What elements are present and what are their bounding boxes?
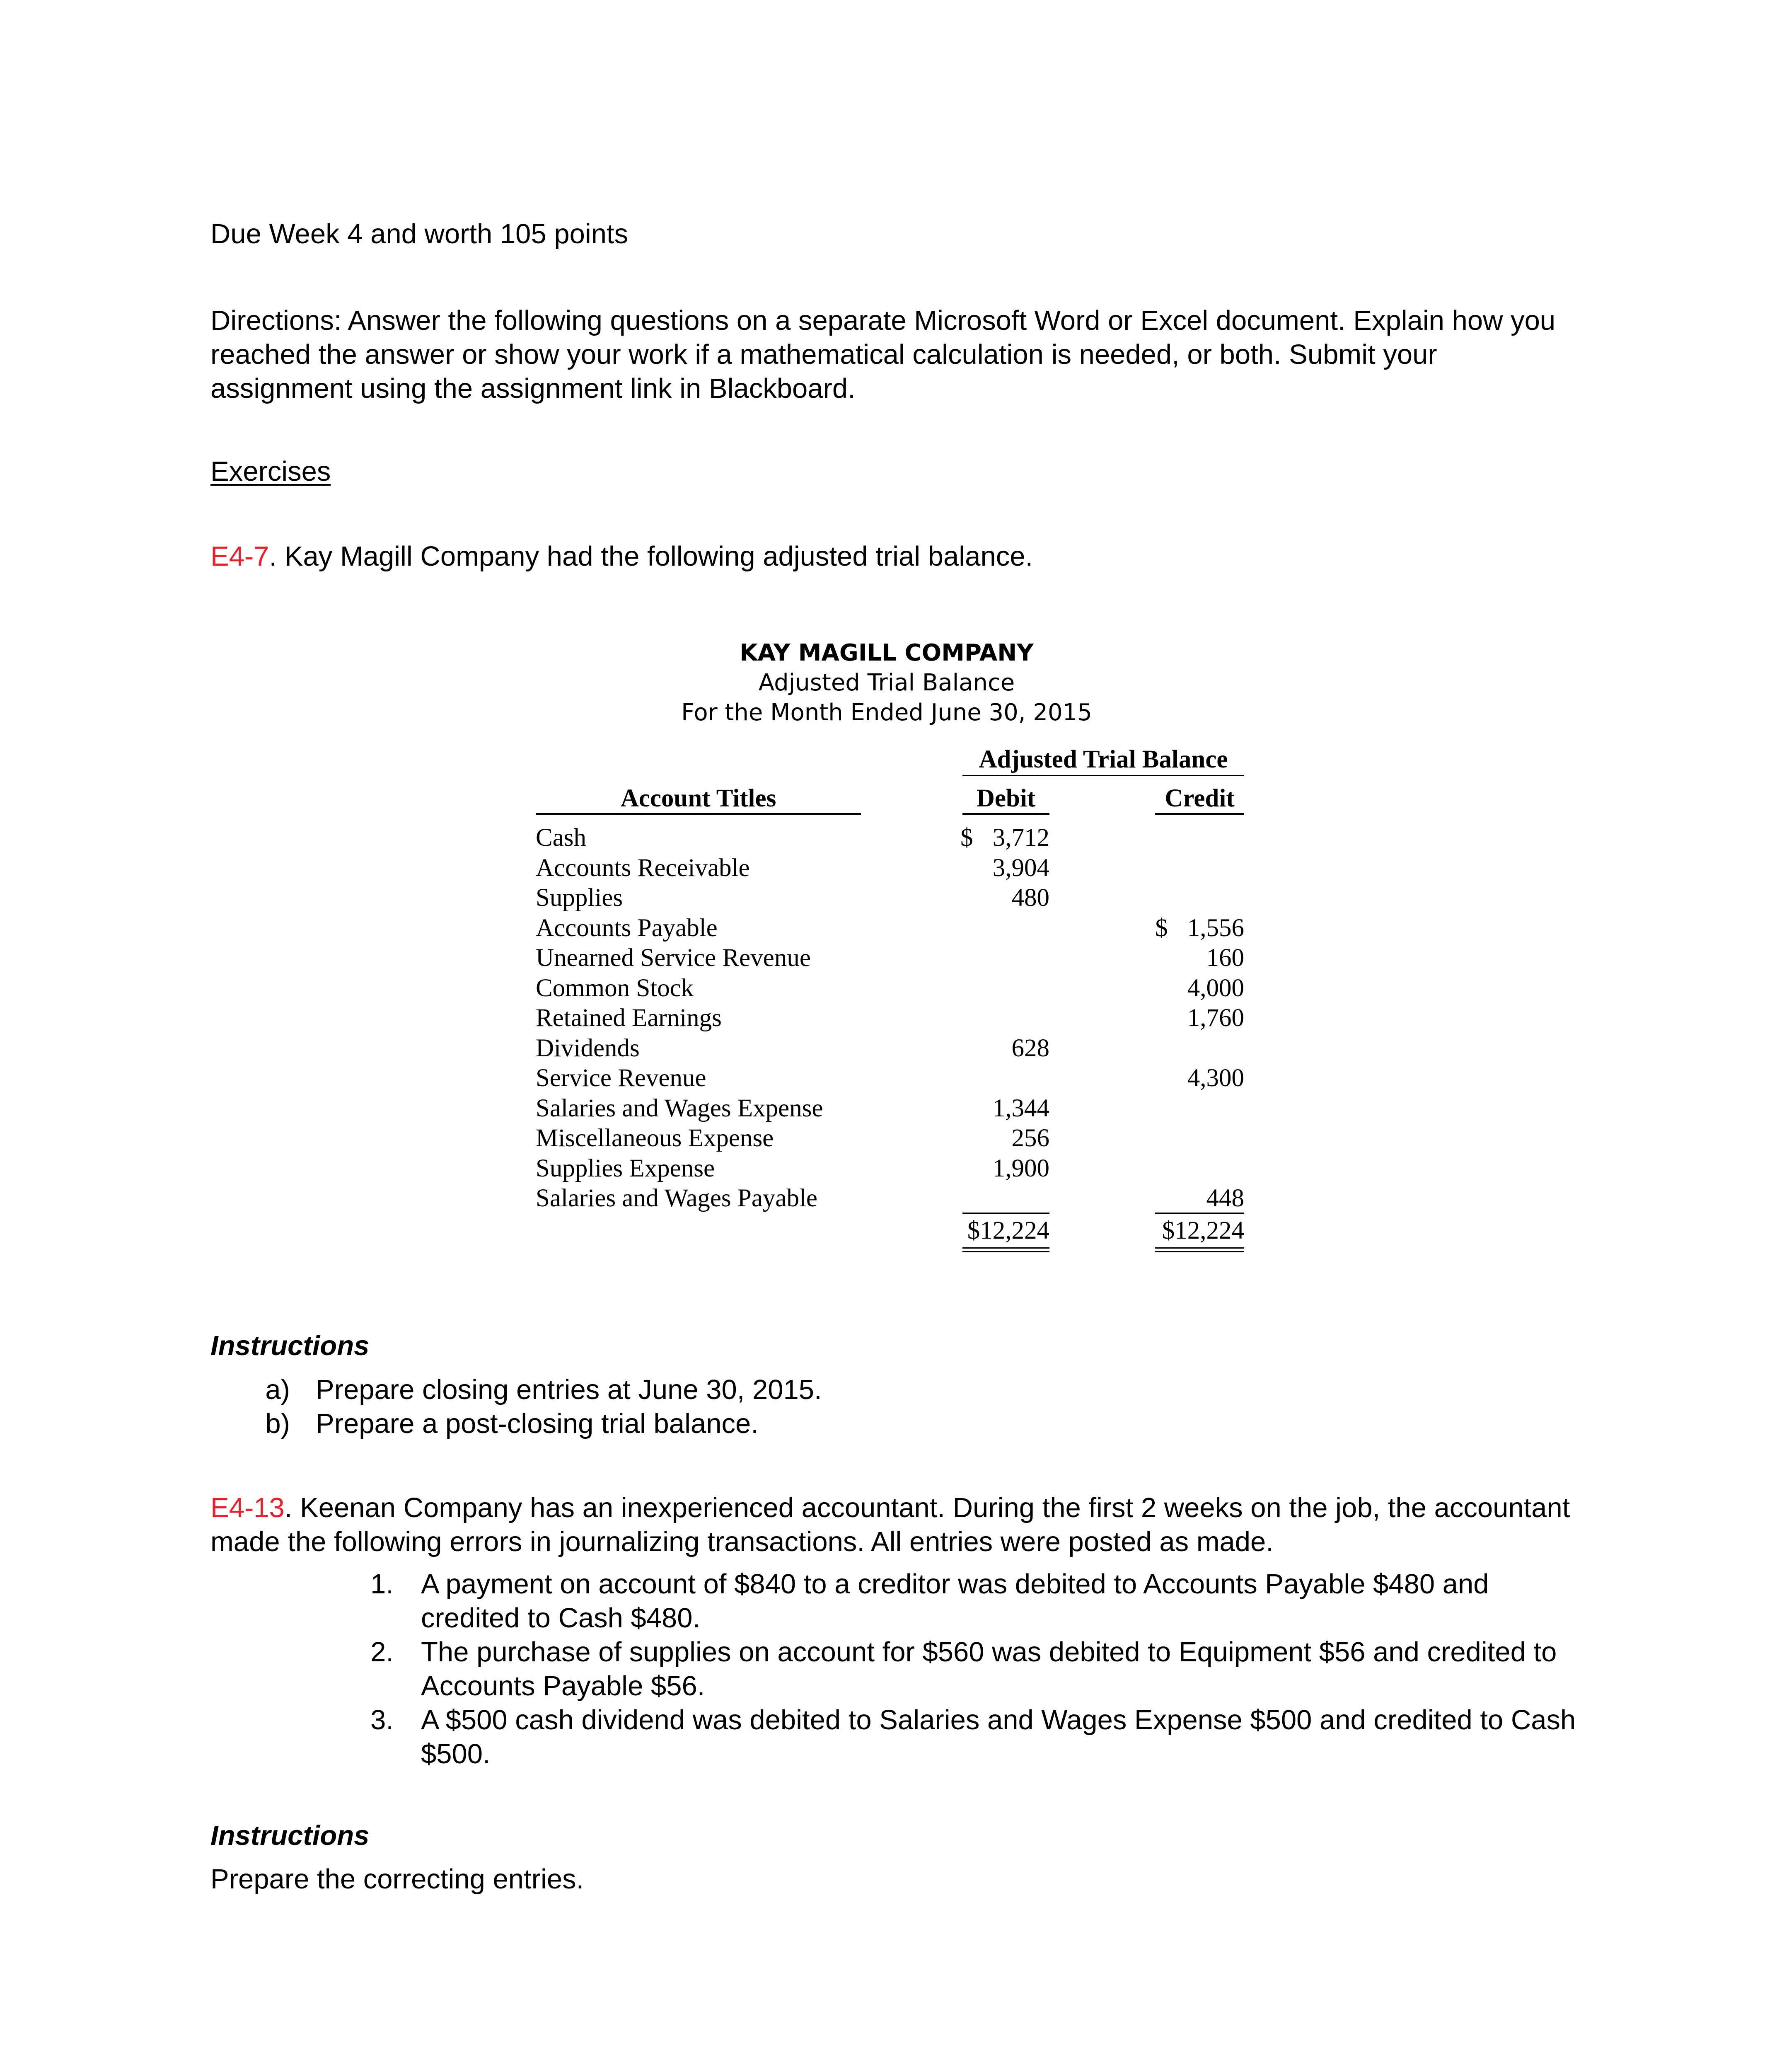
- debit-value: 1,900: [992, 1154, 1049, 1182]
- table-row: [536, 973, 1244, 1004]
- directions-paragraph: Directions: Answer the following questions on a separate Microsoft Word or Excel document. Explain how you reached the answer or show your work if a mathematical calculation is needed, or both. Submit your assignment using the assignment link in Blackboard.: [210, 305, 1556, 404]
- credit-amount: [1155, 1184, 1244, 1213]
- list-marker: 1.: [370, 1569, 394, 1600]
- credit-double-rule: [1155, 1247, 1244, 1252]
- e4-13-instructions-heading: Instructions: [210, 1820, 370, 1851]
- e4-7-text: . Kay Magill Company had the following adjusted trial balance.: [269, 541, 1033, 572]
- statement-title: Adjusted Trial Balance: [758, 669, 1015, 696]
- exercises-heading: Exercises: [210, 456, 331, 487]
- list-text: A $500 cash dividend was debited to Salaries and Wages Expense $500 and credited to Cash $500.: [421, 1704, 1576, 1769]
- e4-7-instructions-heading: Instructions: [210, 1330, 370, 1361]
- total-credit: $12,224: [1162, 1217, 1244, 1244]
- statement-period: For the Month Ended June 30, 2015: [681, 699, 1092, 726]
- credit-amount: [1155, 1063, 1244, 1093]
- account-title: Retained Earnings: [536, 1004, 722, 1032]
- list-item: [360, 1567, 1587, 1635]
- trial-balance-heading: [534, 638, 1239, 728]
- currency-symbol: $: [960, 824, 973, 852]
- debit-double-rule: [962, 1247, 1049, 1252]
- company-name: KAY MAGILL COMPANY: [740, 639, 1034, 666]
- account-title: Accounts Receivable: [536, 854, 750, 882]
- list-text: The purchase of supplies on account for $560 was debited to Equipment $56 and credited to Accounts Payable $56.: [421, 1636, 1557, 1702]
- table-row: [536, 1034, 1244, 1064]
- e4-7-label: E4-7: [210, 541, 269, 572]
- debit-value: 1,344: [992, 1094, 1049, 1122]
- credit-amount: [1155, 973, 1244, 1003]
- list-item: [249, 1407, 1574, 1441]
- account-title: Supplies Expense: [536, 1154, 715, 1182]
- list-marker: a): [265, 1374, 290, 1405]
- debit-value: 3,712: [992, 824, 1049, 852]
- debit-amount: [960, 1094, 1049, 1123]
- e4-13-intro: [210, 1491, 1586, 1559]
- account-title: Supplies: [536, 884, 623, 912]
- credit-total-rule: [1155, 1213, 1244, 1214]
- list-text: Prepare closing entries at June 30, 2015.: [316, 1374, 822, 1405]
- trial-balance-rows: [536, 823, 1244, 1214]
- credit-value: 1,760: [1187, 1004, 1244, 1032]
- debit-value: 3,904: [992, 854, 1049, 882]
- table-row: [536, 1063, 1244, 1094]
- account-title: Salaries and Wages Expense: [536, 1094, 823, 1122]
- account-title: Cash: [536, 824, 586, 852]
- debit-value: 480: [1011, 884, 1049, 912]
- e4-13-text: . Keenan Company has an inexperienced accountant. During the first 2 weeks on the job, the accountant made the following errors in journalizing transactions. All entries were posted as made.: [210, 1492, 1570, 1557]
- credit-amount: [1155, 1003, 1244, 1033]
- table-row: [536, 1123, 1244, 1154]
- list-item: [360, 1703, 1587, 1771]
- table-row: [536, 1184, 1244, 1214]
- table-row: [536, 1003, 1244, 1034]
- credit-amount: [1155, 913, 1244, 943]
- e4-7-intro: [210, 540, 1033, 573]
- account-title: Service Revenue: [536, 1064, 706, 1092]
- debit-amount: [960, 853, 1049, 883]
- due-line: Due Week 4 and worth 105 points: [210, 218, 629, 249]
- debit-amount: [960, 1154, 1049, 1184]
- list-item: [249, 1373, 1574, 1407]
- debit-amount: [960, 883, 1049, 913]
- e4-13-label: E4-13: [210, 1492, 285, 1523]
- table-row: [536, 1154, 1244, 1184]
- account-title: Common Stock: [536, 974, 694, 1002]
- column-header-account: Account Titles: [536, 784, 861, 815]
- account-title: Salaries and Wages Payable: [536, 1184, 817, 1212]
- e4-7-instructions-list: [249, 1373, 1574, 1441]
- table-row: [536, 853, 1244, 884]
- column-header-debit: Debit: [962, 784, 1049, 815]
- debit-value: 628: [1011, 1034, 1049, 1062]
- total-debit: $12,224: [967, 1217, 1049, 1244]
- debit-total-rule: [962, 1213, 1049, 1214]
- e4-13-errors-list: [360, 1567, 1587, 1771]
- list-marker: 2.: [370, 1636, 394, 1668]
- account-title: Accounts Payable: [536, 914, 718, 942]
- credit-value: 1,556: [1187, 914, 1244, 942]
- credit-value: 160: [1206, 944, 1244, 972]
- credit-value: 4,300: [1187, 1064, 1244, 1092]
- table-row: [536, 1094, 1244, 1124]
- table-row: [536, 823, 1244, 853]
- list-marker: b): [265, 1408, 290, 1439]
- list-marker: 3.: [370, 1704, 394, 1736]
- group-header: Adjusted Trial Balance: [962, 745, 1244, 776]
- currency-symbol: $: [1155, 914, 1168, 942]
- credit-amount: [1155, 943, 1244, 973]
- account-title: Miscellaneous Expense: [536, 1124, 774, 1152]
- column-header-credit: Credit: [1155, 784, 1244, 815]
- debit-amount: [960, 1034, 1049, 1063]
- account-title: Unearned Service Revenue: [536, 944, 811, 972]
- account-title: Dividends: [536, 1034, 640, 1062]
- e4-13-instructions-text: Prepare the correcting entries.: [210, 1864, 584, 1895]
- list-text: A payment on account of $840 to a creditor was debited to Accounts Payable $480 and credited to Cash $480.: [421, 1569, 1489, 1634]
- table-row: [536, 883, 1244, 913]
- credit-value: 448: [1206, 1184, 1244, 1212]
- table-row: [536, 913, 1244, 944]
- list-item: [360, 1635, 1587, 1703]
- credit-value: 4,000: [1187, 974, 1244, 1002]
- debit-amount: [960, 823, 1049, 853]
- debit-amount: [960, 1123, 1049, 1153]
- table-row: [536, 943, 1244, 973]
- list-text: Prepare a post-closing trial balance.: [316, 1408, 759, 1439]
- debit-value: 256: [1011, 1124, 1049, 1152]
